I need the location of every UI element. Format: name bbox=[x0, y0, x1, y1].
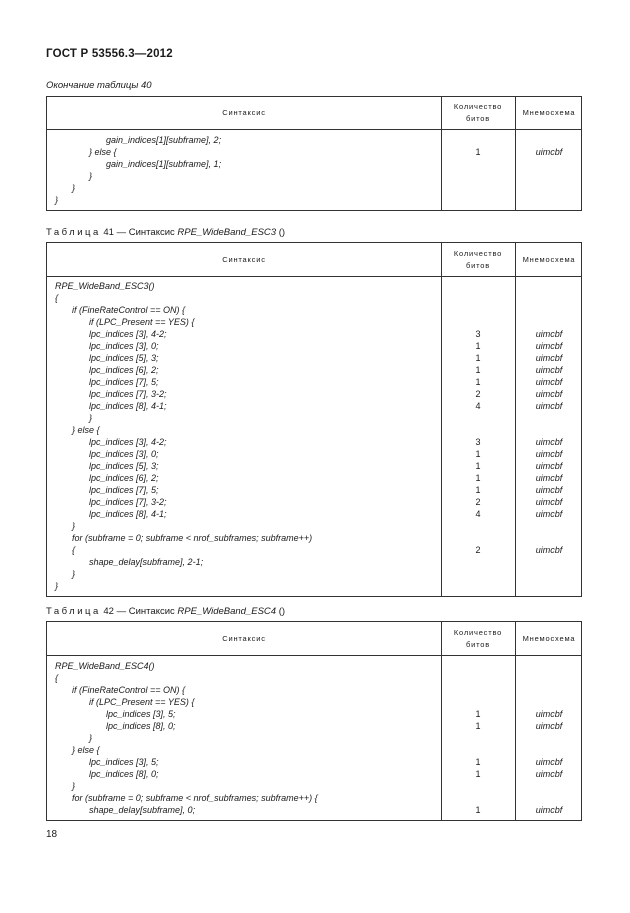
code-line: gain_indices[1][subframe], 2; bbox=[106, 135, 222, 145]
document-id: ГОСТ Р 53556.3—2012 bbox=[46, 48, 173, 60]
caption-text: — Синтаксис bbox=[116, 606, 175, 617]
code-line: } else { bbox=[72, 745, 100, 755]
code-line: lpc_indices [3], 0; bbox=[89, 449, 159, 459]
bits-value: 1 bbox=[475, 721, 481, 731]
bits-value: 1 bbox=[475, 341, 481, 351]
code-line: } bbox=[72, 183, 76, 193]
bits-value: 1 bbox=[475, 757, 481, 767]
bits-value: 1 bbox=[475, 805, 481, 815]
code-line: } bbox=[89, 171, 93, 181]
mnemonic-value: uimcbf bbox=[535, 461, 563, 471]
table-40 bbox=[46, 96, 582, 211]
header-bits-line1: Количество bbox=[453, 102, 503, 111]
code-line: lpc_indices [7], 5; bbox=[89, 377, 159, 387]
code-line: lpc_indices [3], 4-2; bbox=[89, 437, 167, 447]
code-line: RPE_WideBand_ESC4() bbox=[55, 661, 155, 671]
bits-value: 1 bbox=[475, 353, 481, 363]
header-bits-line2: битов bbox=[466, 639, 490, 649]
code-line: } bbox=[55, 195, 59, 205]
caption-label: Таблица bbox=[46, 606, 101, 617]
mnemonic-value: uimcbf bbox=[535, 147, 563, 157]
code-line: lpc_indices [8], 4-1; bbox=[89, 509, 167, 519]
caption-number: 41 bbox=[103, 227, 114, 238]
mnemonic-value: uimcbf bbox=[535, 389, 563, 399]
code-line: shape_delay[subframe], 2-1; bbox=[89, 557, 204, 567]
caption-suffix: () bbox=[278, 606, 286, 617]
caption-suffix: () bbox=[278, 227, 286, 238]
header-syntax: Синтаксис bbox=[222, 633, 266, 643]
table40-caption: Окончание таблицы 40 bbox=[46, 80, 152, 91]
mnemonic-value: uimcbf bbox=[535, 401, 563, 411]
code-line: gain_indices[1][subframe], 1; bbox=[106, 159, 222, 169]
code-line: lpc_indices [6], 2; bbox=[89, 473, 159, 483]
caption-name: RPE_WideBand_ESC4 bbox=[177, 606, 277, 617]
caption-text: — Синтаксис bbox=[116, 227, 175, 238]
caption-label: Таблица bbox=[46, 227, 101, 238]
code-line: lpc_indices [3], 4-2; bbox=[89, 329, 167, 339]
mnemonic-value: uimcbf bbox=[535, 497, 563, 507]
mnemonic-value: uimcbf bbox=[535, 805, 563, 815]
header-syntax: Синтаксис bbox=[222, 108, 266, 117]
code-line: } bbox=[89, 733, 93, 743]
code-line: lpc_indices [8], 0; bbox=[89, 769, 159, 779]
mnemonic-value: uimcbf bbox=[535, 485, 563, 495]
bits-value: 2 bbox=[475, 545, 481, 555]
bits-value: 2 bbox=[475, 497, 481, 507]
code-line: } bbox=[89, 413, 93, 423]
code-line: lpc_indices [8], 0; bbox=[106, 721, 176, 731]
bits-value: 1 bbox=[475, 769, 481, 779]
caption-name: RPE_WideBand_ESC3 bbox=[177, 227, 277, 238]
code-line: for (subframe = 0; subframe < nrof_subframes; subframe++) { bbox=[72, 793, 318, 803]
code-line: } bbox=[72, 521, 76, 531]
mnemonic-value: uimcbf bbox=[535, 341, 563, 351]
bits-value: 1 bbox=[475, 473, 481, 483]
code-line: lpc_indices [6], 2; bbox=[89, 365, 159, 375]
code-line: } bbox=[72, 781, 76, 791]
code-line: lpc_indices [8], 4-1; bbox=[89, 401, 167, 411]
code-line: } bbox=[72, 569, 76, 579]
mnemonic-value: uimcbf bbox=[535, 509, 563, 519]
table42-caption bbox=[46, 606, 285, 617]
header-bits bbox=[441, 243, 515, 276]
code-line: lpc_indices [7], 3-2; bbox=[89, 389, 167, 399]
mnemonic-value: uimcbf bbox=[535, 437, 563, 447]
table41-caption bbox=[46, 227, 285, 238]
code-line: for (subframe = 0; subframe < nrof_subframes; subframe++) bbox=[72, 533, 313, 543]
header-bits-line2: битов bbox=[466, 114, 490, 123]
bits-value: 1 bbox=[475, 449, 481, 459]
code-line: lpc_indices [7], 5; bbox=[89, 485, 159, 495]
code-line: if (LPC_Present == YES) { bbox=[89, 697, 195, 707]
code-line: if (LPC_Present == YES) { bbox=[89, 317, 195, 327]
mnemonic-value: uimcbf bbox=[535, 365, 563, 375]
mnemonic-value: uimcbf bbox=[535, 449, 563, 459]
bits-value: 1 bbox=[475, 365, 481, 375]
code-line: { bbox=[55, 673, 59, 683]
header-mnemonic: Мнемосхема bbox=[522, 633, 576, 643]
mnemonic-value: uimcbf bbox=[535, 353, 563, 363]
code-line: } else { bbox=[72, 425, 100, 435]
table-41 bbox=[46, 242, 582, 597]
mnemonic-value: uimcbf bbox=[535, 709, 563, 719]
header-bits-line1: Количество bbox=[453, 627, 503, 637]
code-line: } bbox=[55, 581, 59, 591]
bits-value: 3 bbox=[475, 329, 481, 339]
mnemonic-value: uimcbf bbox=[535, 757, 563, 767]
header-mnemonic: Мнемосхема bbox=[522, 254, 576, 264]
header-bits-line2: битов bbox=[466, 260, 490, 270]
table-42 bbox=[46, 621, 582, 821]
code-line: if (FineRateControl == ON) { bbox=[72, 305, 186, 315]
code-line: lpc_indices [3], 0; bbox=[89, 341, 159, 351]
bits-value: 1 bbox=[475, 709, 481, 719]
bits-value: 2 bbox=[475, 389, 481, 399]
code-line: { bbox=[55, 293, 59, 303]
code-line: } else { bbox=[89, 147, 117, 157]
mnemonic-value: uimcbf bbox=[535, 377, 563, 387]
mnemonic-value: uimcbf bbox=[535, 545, 563, 555]
page-number: 18 bbox=[46, 829, 58, 840]
bits-value: 1 bbox=[475, 461, 481, 471]
bits-value: 4 bbox=[475, 509, 481, 519]
code-line: lpc_indices [7], 3-2; bbox=[89, 497, 167, 507]
bits-value: 1 bbox=[475, 377, 481, 387]
bits-value: 1 bbox=[475, 147, 481, 157]
code-line: { bbox=[72, 545, 76, 555]
header-syntax: Синтаксис bbox=[222, 254, 266, 264]
code-line: RPE_WideBand_ESC3() bbox=[55, 281, 155, 291]
header-bits-line1: Количество bbox=[453, 248, 503, 258]
caption-number: 42 bbox=[103, 606, 114, 617]
code-line: lpc_indices [3], 5; bbox=[89, 757, 159, 767]
code-line: lpc_indices [3], 5; bbox=[106, 709, 176, 719]
bits-value: 4 bbox=[475, 401, 481, 411]
header-mnemonic: Мнемосхема bbox=[522, 108, 576, 117]
header-bits bbox=[441, 622, 515, 655]
mnemonic-value: uimcbf bbox=[535, 721, 563, 731]
code-line: if (FineRateControl == ON) { bbox=[72, 685, 186, 695]
code-line: lpc_indices [5], 3; bbox=[89, 353, 159, 363]
mnemonic-value: uimcbf bbox=[535, 769, 563, 779]
bits-value: 1 bbox=[475, 485, 481, 495]
mnemonic-value: uimcbf bbox=[535, 329, 563, 339]
mnemonic-value: uimcbf bbox=[535, 473, 563, 483]
code-line: lpc_indices [5], 3; bbox=[89, 461, 159, 471]
header-bits bbox=[441, 97, 515, 129]
bits-value: 3 bbox=[475, 437, 481, 447]
code-line: shape_delay[subframe], 0; bbox=[89, 805, 196, 815]
